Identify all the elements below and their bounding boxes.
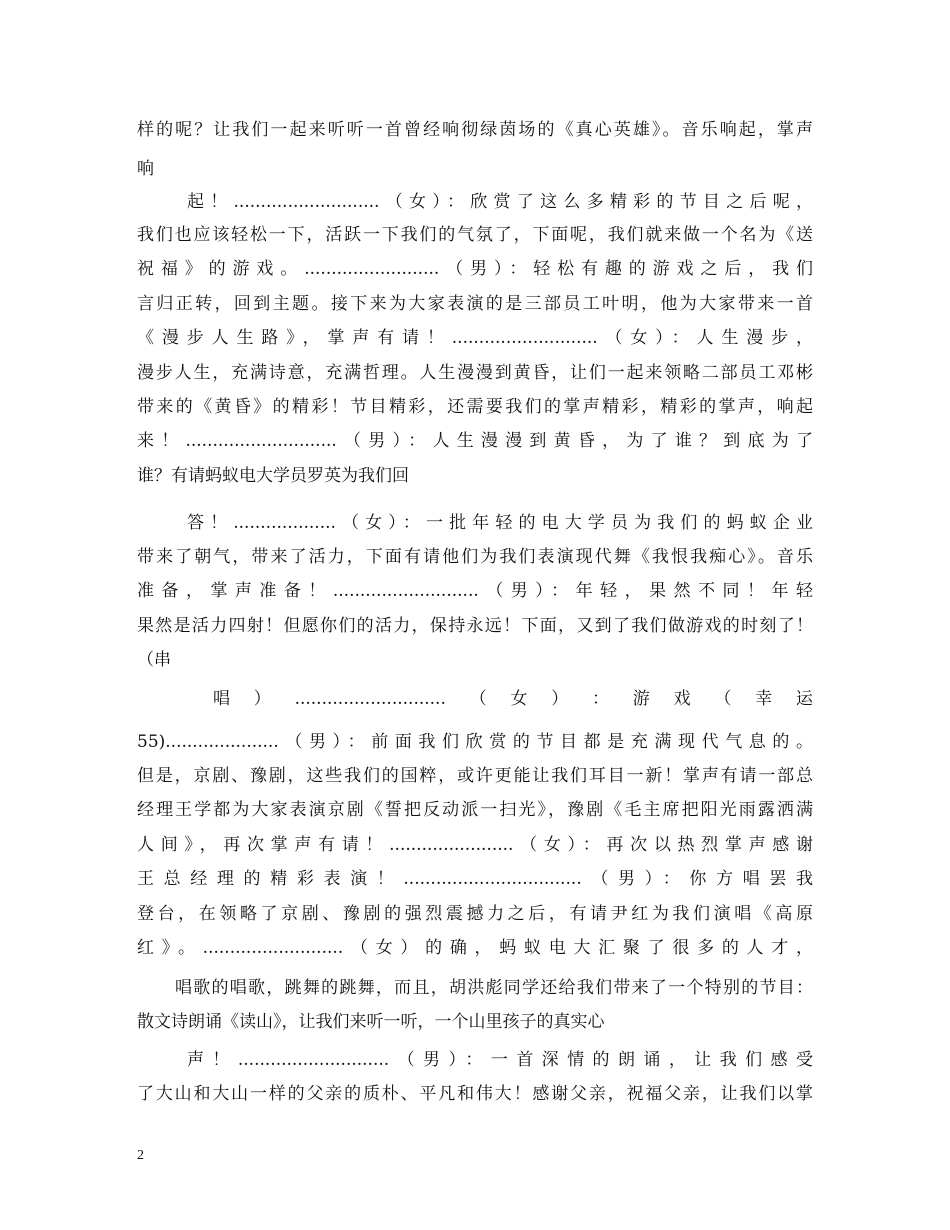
text-fragment: ）	[551, 689, 569, 709]
text-fragment: 唱	[213, 689, 230, 709]
text-line-spread	[213, 688, 813, 710]
text-line: 但是，京剧、豫剧，这些我们的国粹，或许更能让我们耳目一新！掌声有请一部总	[137, 766, 813, 786]
text-fragment: （	[469, 689, 487, 709]
text-fragment: 戏	[673, 689, 691, 709]
text-fragment: ）	[253, 689, 271, 709]
text-line: 漫步人生，充满诗意，充满哲理。人生漫漫到黄昏，让们一起来领略二部员工邓彬	[137, 363, 813, 383]
text-line: 红》。..........................（女）的确，蚂蚁电大汇聚了很多的人才，	[137, 938, 813, 958]
text-line: 起！...........................（女）：欣赏了这么多精彩的节目之后呢，	[187, 192, 813, 212]
text-line: 来！............................（男）：人生漫漫到黄昏，为了谁？到底为了	[137, 431, 813, 451]
text-line: 果然是活力四射！但愿你们的活力，保持永远！下面，又到了我们做游戏的时刻了！	[137, 616, 813, 636]
text-fragment: 运	[795, 689, 813, 709]
text-fragment: ：	[592, 689, 609, 709]
text-line: 祝福》的游戏。.........................（男）：轻松有趣的游戏之后，我们	[137, 259, 813, 279]
text-line: 答！...................（女）：一批年轻的电大学员为我们的蚂蚁企业	[187, 513, 813, 533]
page-number: 2	[137, 1148, 144, 1163]
text-line: 带来了朝气，带来了活力，下面有请他们为我们表演现代舞《我恨我痴心》。音乐	[137, 547, 813, 567]
text-line: 了大山和大山一样的父亲的质朴、平凡和伟大！感谢父亲，祝福父亲，让我们以掌	[137, 1084, 813, 1104]
text-line: 登台，在领略了京剧、豫剧的强烈震撼力之后，有请尹红为我们演唱《高原	[137, 904, 813, 924]
text-line: 准备，掌声准备！...........................（男）：年轻，果然不同！年轻	[137, 581, 813, 601]
text-line: （串	[137, 650, 171, 670]
text-line: 谁？有请蚂蚁电大学员罗英为我们回	[137, 466, 409, 486]
text-line: 人间》，再次掌声有请！.......................（女）：再次以热烈掌声感谢	[137, 835, 813, 855]
text-fragment: ............................	[294, 689, 446, 709]
text-line: 经理王学都为大家表演京剧《誓把反动派一扫光》，豫剧《毛主席把阳光雨露洒满	[137, 800, 813, 820]
text-fragment: （	[714, 689, 732, 709]
text-fragment: 女	[510, 689, 528, 709]
text-line: 55).....................（男）：前面我们欣赏的节目都是充满现代气息的。	[137, 732, 813, 752]
text-line: 《漫步人生路》，掌声有请！...........................（女）：人生漫步，	[137, 328, 813, 348]
text-line: 我们也应该轻松一下，活跃一下我们的气氛了，下面呢，我们就来做一个名为《送	[137, 225, 813, 245]
text-line: 响	[137, 159, 154, 179]
text-fragment: 幸	[755, 689, 773, 709]
text-line: 言归正转，回到主题。接下来为大家表演的是三部员工叶明，他为大家带来一首	[137, 294, 813, 314]
text-fragment: 游	[632, 689, 650, 709]
text-line: 散文诗朗诵《读山》，让我们来听一听，一个山里孩子的真实心	[137, 1012, 605, 1032]
text-line: 唱歌的唱歌，跳舞的跳舞，而且，胡洪彪同学还给我们带来了一个特别的节目：	[175, 978, 813, 998]
text-line: 王总经理的精彩表演！.................................（男）：你方唱罢我	[137, 869, 813, 889]
text-line: 样的呢？让我们一起来听听一首曾经响彻绿茵场的《真心英雄》。音乐响起，掌声	[137, 120, 813, 140]
text-line: 声！............................（男）：一首深情的朗诵，让我们感受	[187, 1050, 813, 1070]
text-line: 带来的《黄昏》的精彩！节目精彩，还需要我们的掌声精彩，精彩的掌声，响起	[137, 397, 813, 417]
